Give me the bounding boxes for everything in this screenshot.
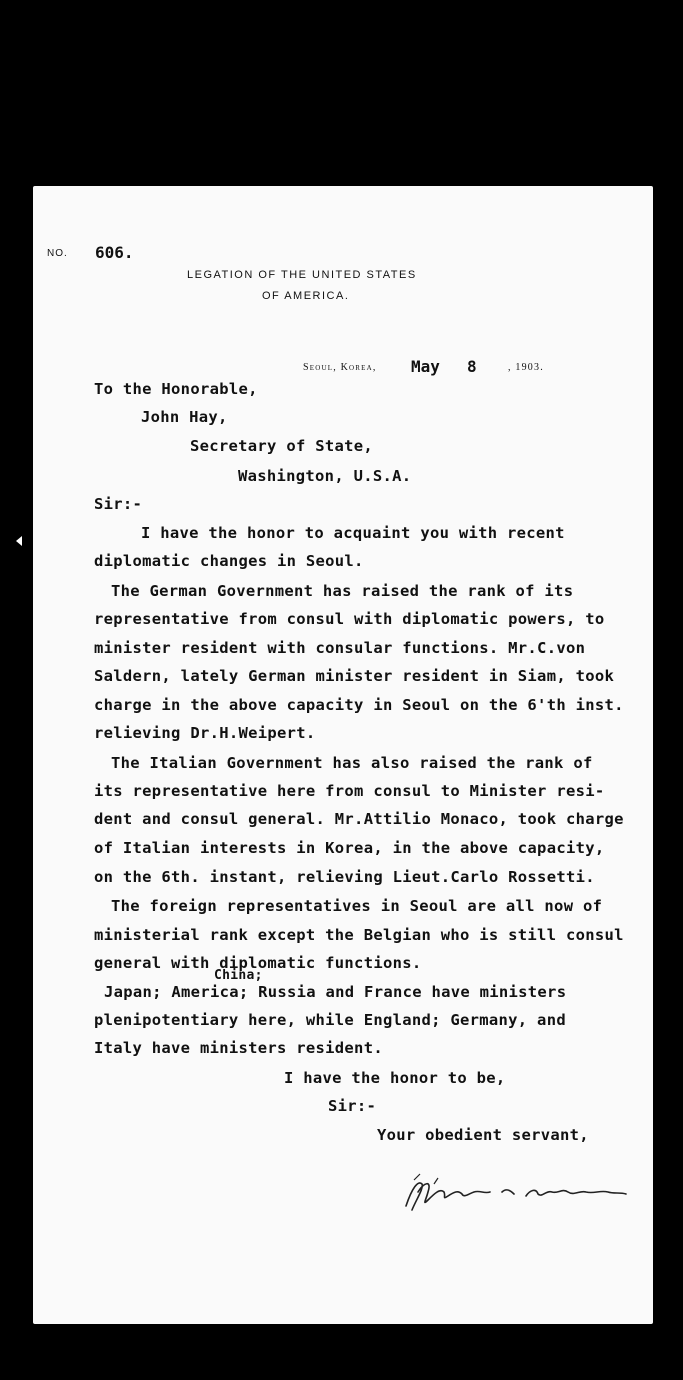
dateline-day: 8	[467, 357, 477, 376]
handwritten-signature	[398, 1170, 638, 1220]
dateline-place: Seoul, Korea,	[303, 362, 377, 373]
body-p1-line1: I have the honor to acquaint you with recent	[141, 524, 565, 542]
body-p2-line3: minister resident with consular functions. Mr.C.von	[94, 639, 586, 657]
address-line-3: Secretary of State,	[190, 437, 374, 455]
closing-line-1: I have the honor to be,	[284, 1069, 506, 1087]
body-p4-line6: Italy have ministers resident.	[94, 1039, 383, 1057]
document-number-label: NO.	[47, 248, 68, 259]
legation-heading-line1: LEGATION OF THE UNITED STATES	[187, 269, 417, 281]
letter-page	[33, 186, 653, 1324]
body-p2-line4: Saldern, lately German minister resident in Siam, took	[94, 667, 615, 685]
body-p1-line2: diplomatic changes in Seoul.	[94, 552, 364, 570]
body-p3-line3: dent and consul general. Mr.Attilio Monaco, took charge	[94, 810, 624, 828]
body-p4-line2: ministerial rank except the Belgian who is still consul	[94, 926, 624, 944]
handwritten-insertion: China;	[214, 968, 263, 983]
body-p3-line2: its representative here from consul to Minister resi-	[94, 782, 605, 800]
body-p3-line4: of Italian interests in Korea, in the above capacity,	[94, 839, 605, 857]
legation-heading-line2: OF AMERICA.	[262, 290, 350, 302]
body-p2-line5: charge in the above capacity in Seoul on the 6'th inst.	[94, 696, 624, 714]
dateline-year: , 1903.	[508, 362, 544, 373]
salutation: Sir:-	[94, 495, 143, 513]
body-p4-line5: plenipotentiary here, while England; Germany, and	[94, 1011, 566, 1029]
body-p4-line1: The foreign representatives in Seoul are all now of	[111, 897, 603, 915]
document-number: 606.	[95, 243, 134, 262]
address-line-1: To the Honorable,	[94, 380, 258, 398]
body-p2-line1: The German Government has raised the rank of its	[111, 582, 574, 600]
body-p4-line3: general with diplomatic functions.	[94, 954, 422, 972]
body-p3-line5: on the 6th. instant, relieving Lieut.Carlo Rossetti.	[94, 868, 595, 886]
body-p3-line1: The Italian Government has also raised the rank of	[111, 754, 593, 772]
scan-edge-marker	[16, 536, 22, 546]
address-line-4: Washington, U.S.A.	[238, 467, 412, 485]
closing-line-3: Your obedient servant,	[377, 1126, 589, 1144]
body-p2-line6: relieving Dr.H.Weipert.	[94, 724, 316, 742]
closing-line-2: Sir:-	[328, 1097, 377, 1115]
dateline-month: May	[411, 357, 440, 376]
body-p4-line4: Japan; America; Russia and France have ministers	[104, 983, 567, 1001]
body-p2-line2: representative from consul with diplomatic powers, to	[94, 610, 605, 628]
address-line-2: John Hay,	[141, 408, 228, 426]
